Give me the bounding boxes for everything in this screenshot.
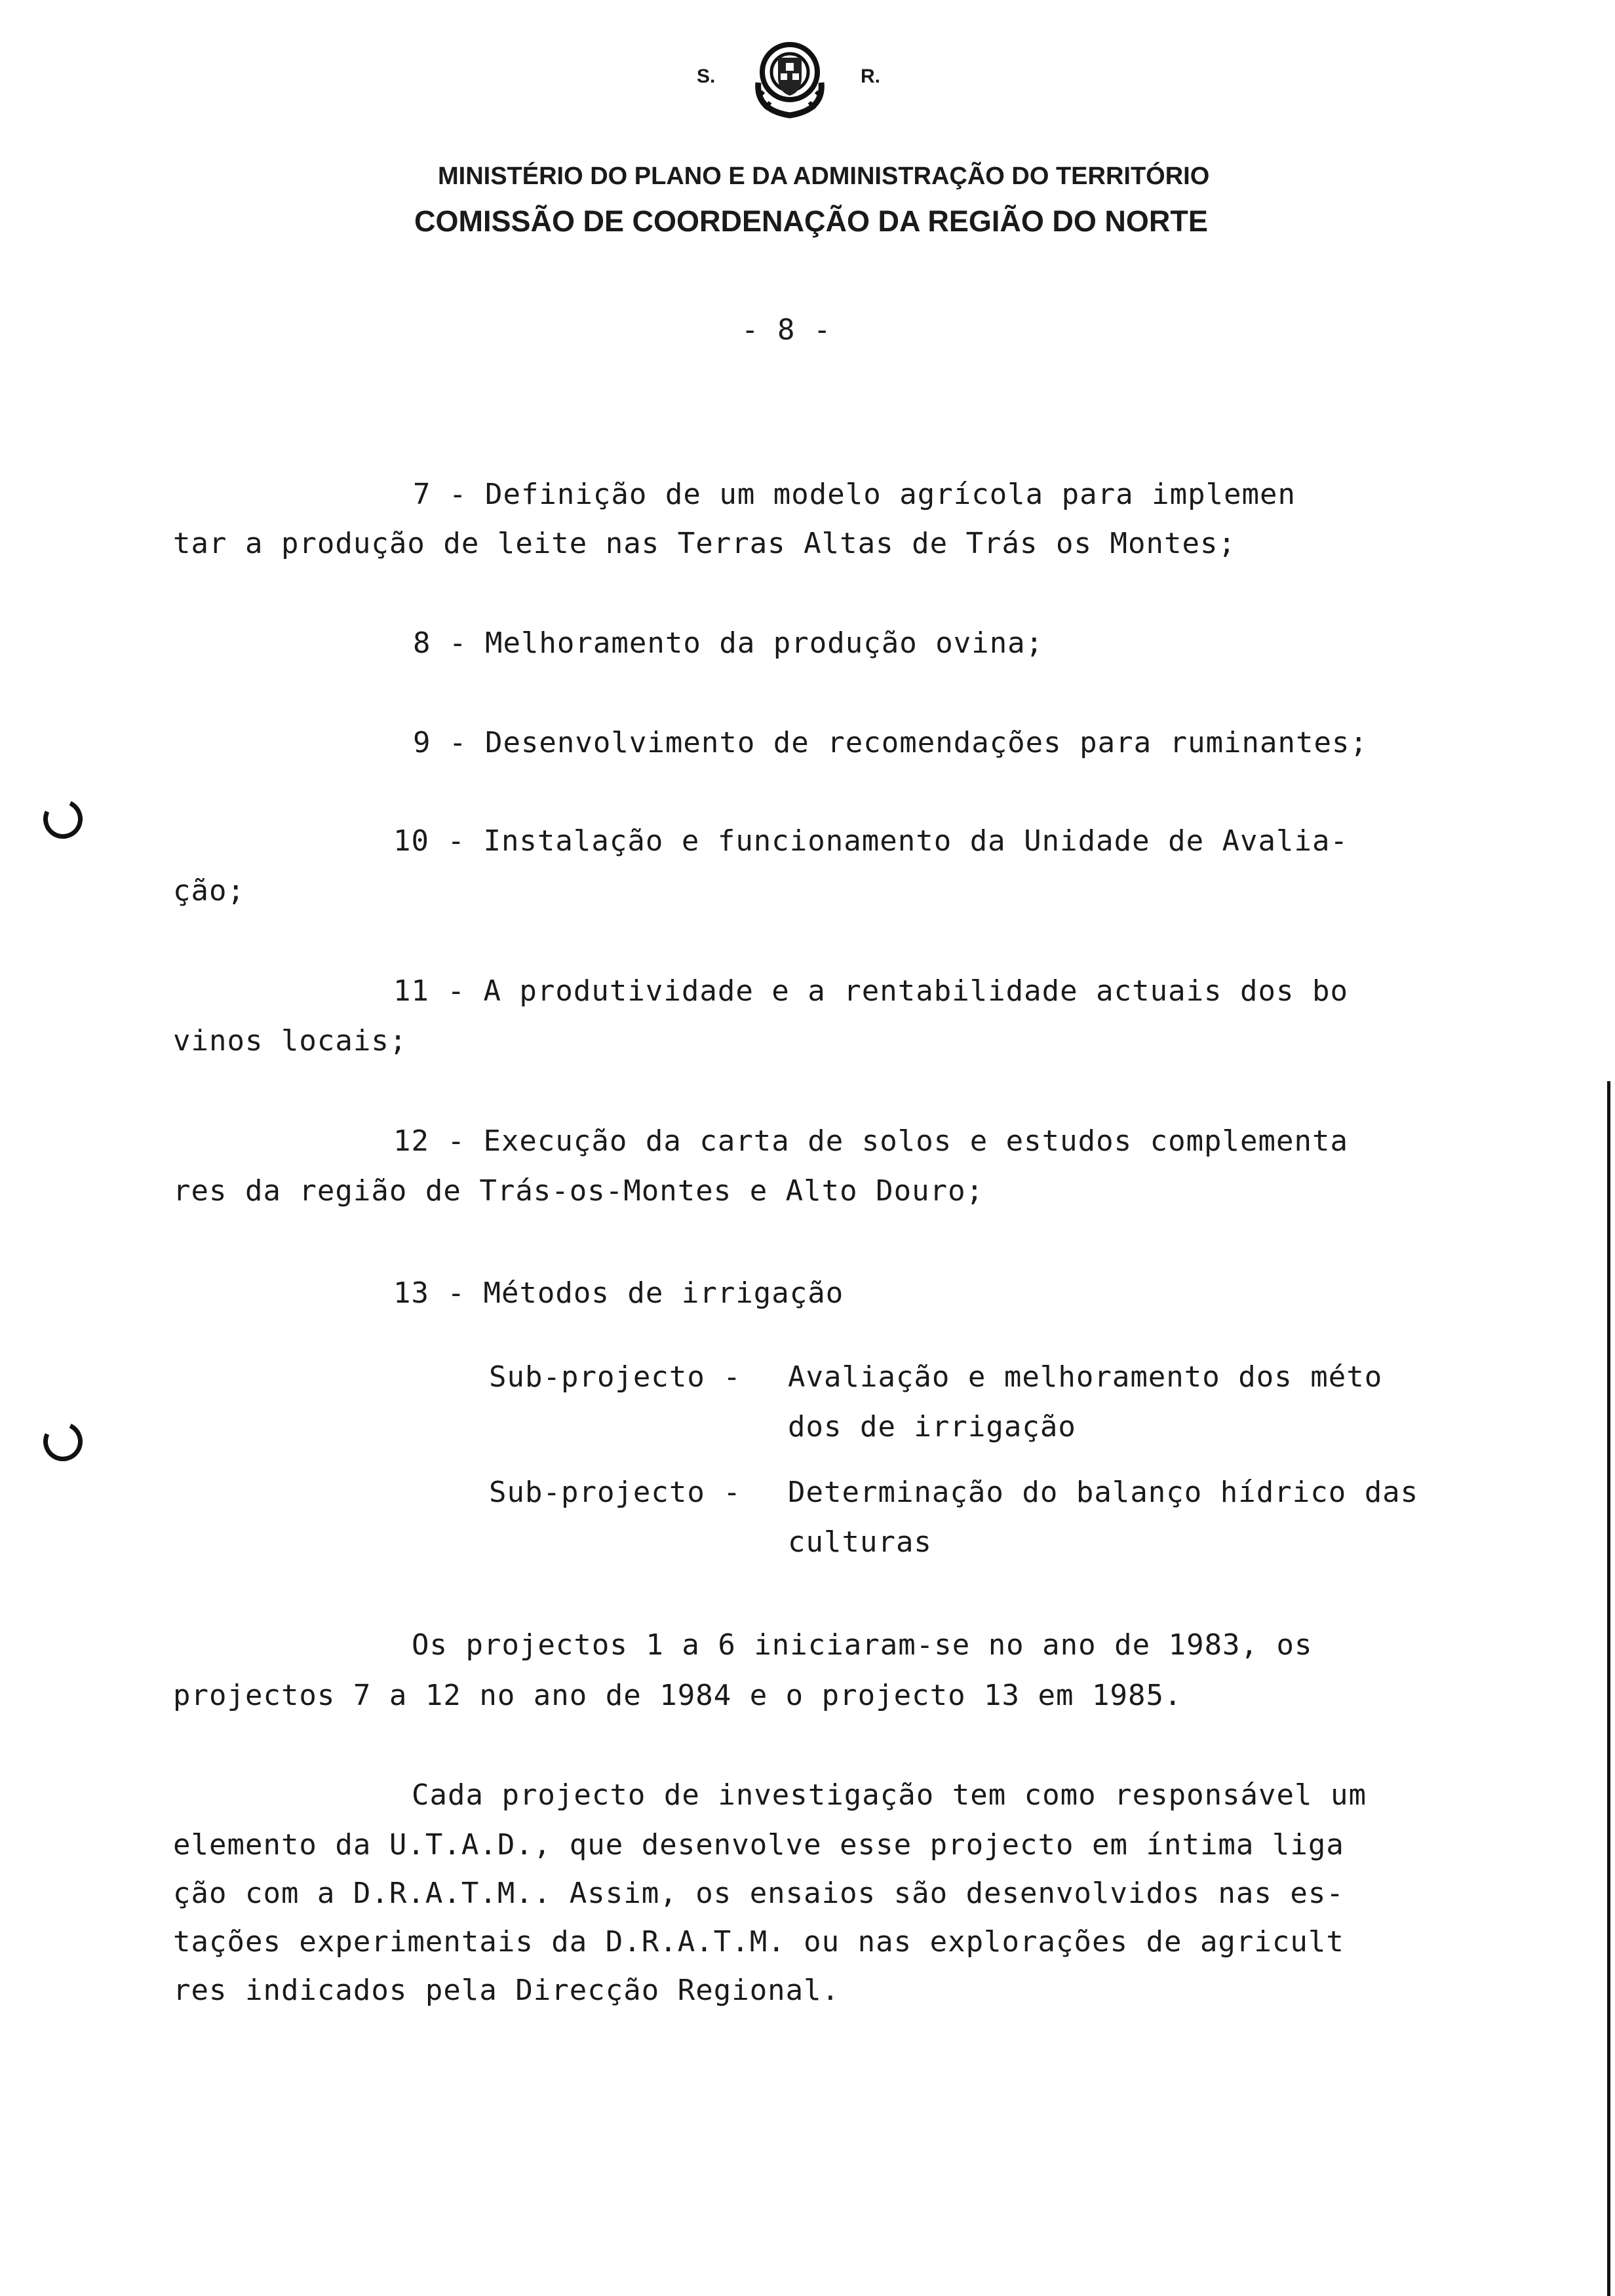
item-10-line-1: 10 - Instalação e funcionamento da Unidade de Avalia-: [393, 824, 1348, 858]
item-11-line-2: vinos locais;: [173, 1024, 408, 1058]
page-number: - 8 -: [741, 313, 832, 347]
punch-hole-mark: [38, 1417, 88, 1467]
subproject-2-line-1: Determinação do balanço hídrico das: [788, 1476, 1419, 1509]
paragraph-2-line-1: Cada projecto de investigação tem como responsável um: [412, 1778, 1367, 1812]
paragraph-1-line-1: Os projectos 1 a 6 iniciaram-se no ano de 1983, os: [412, 1628, 1313, 1662]
item-10-line-2: ção;: [173, 874, 245, 908]
item-9-line-1: 9 - Desenvolvimento de recomendações para ruminantes;: [413, 726, 1368, 759]
paragraph-2-line-3: ção com a D.R.A.T.M.. Assim, os ensaios são desenvolvidos nas es-: [173, 1877, 1344, 1910]
item-12-line-1: 12 - Execução da carta de solos e estudos complementa: [393, 1124, 1348, 1158]
paragraph-2-line-2: elemento da U.T.A.D., que desenvolve esse projecto em íntima liga: [173, 1828, 1344, 1862]
subproject-1-line-2: dos de irrigação: [788, 1410, 1076, 1444]
item-7-line-2: tar a produção de leite nas Terras Altas de Trás os Montes;: [173, 527, 1236, 560]
commission-name: COMISSÃO DE COORDENAÇÃO DA REGIÃO DO NORTE: [414, 204, 1208, 238]
paragraph-2-line-4: tações experimentais da D.R.A.T.M. ou nas explorações de agricult: [173, 1925, 1344, 1959]
subproject-1-line-1: Avaliação e melhoramento dos méto: [788, 1360, 1383, 1394]
punch-hole-mark: [38, 794, 88, 845]
subproject-2-label: Sub-projecto -: [489, 1476, 741, 1509]
header-right-initial: R.: [861, 66, 880, 87]
scan-edge-line: [1607, 1081, 1610, 2296]
item-11-line-1: 11 - A produtividade e a rentabilidade actuais dos bo: [393, 974, 1348, 1008]
subproject-2-line-2: culturas: [788, 1525, 932, 1559]
subproject-1-label: Sub-projecto -: [489, 1360, 741, 1394]
item-8-line-1: 8 - Melhoramento da produção ovina;: [413, 626, 1044, 660]
coat-of-arms-icon: [744, 31, 836, 123]
paragraph-2-line-5: res indicados pela Direcção Regional.: [173, 1974, 840, 2007]
item-7-line-1: 7 - Definição de um modelo agrícola para implemen: [413, 478, 1296, 511]
item-12-line-2: res da região de Trás-os-Montes e Alto Douro;: [173, 1174, 984, 1208]
paragraph-1-line-2: projectos 7 a 12 no ano de 1984 e o projecto 13 em 1985.: [173, 1679, 1182, 1712]
header-left-initial: S.: [697, 66, 716, 87]
ministry-name: MINISTÉRIO DO PLANO E DA ADMINISTRAÇÃO DO TERRITÓRIO: [438, 163, 1210, 190]
item-13-line-1: 13 - Métodos de irrigação: [393, 1276, 844, 1310]
